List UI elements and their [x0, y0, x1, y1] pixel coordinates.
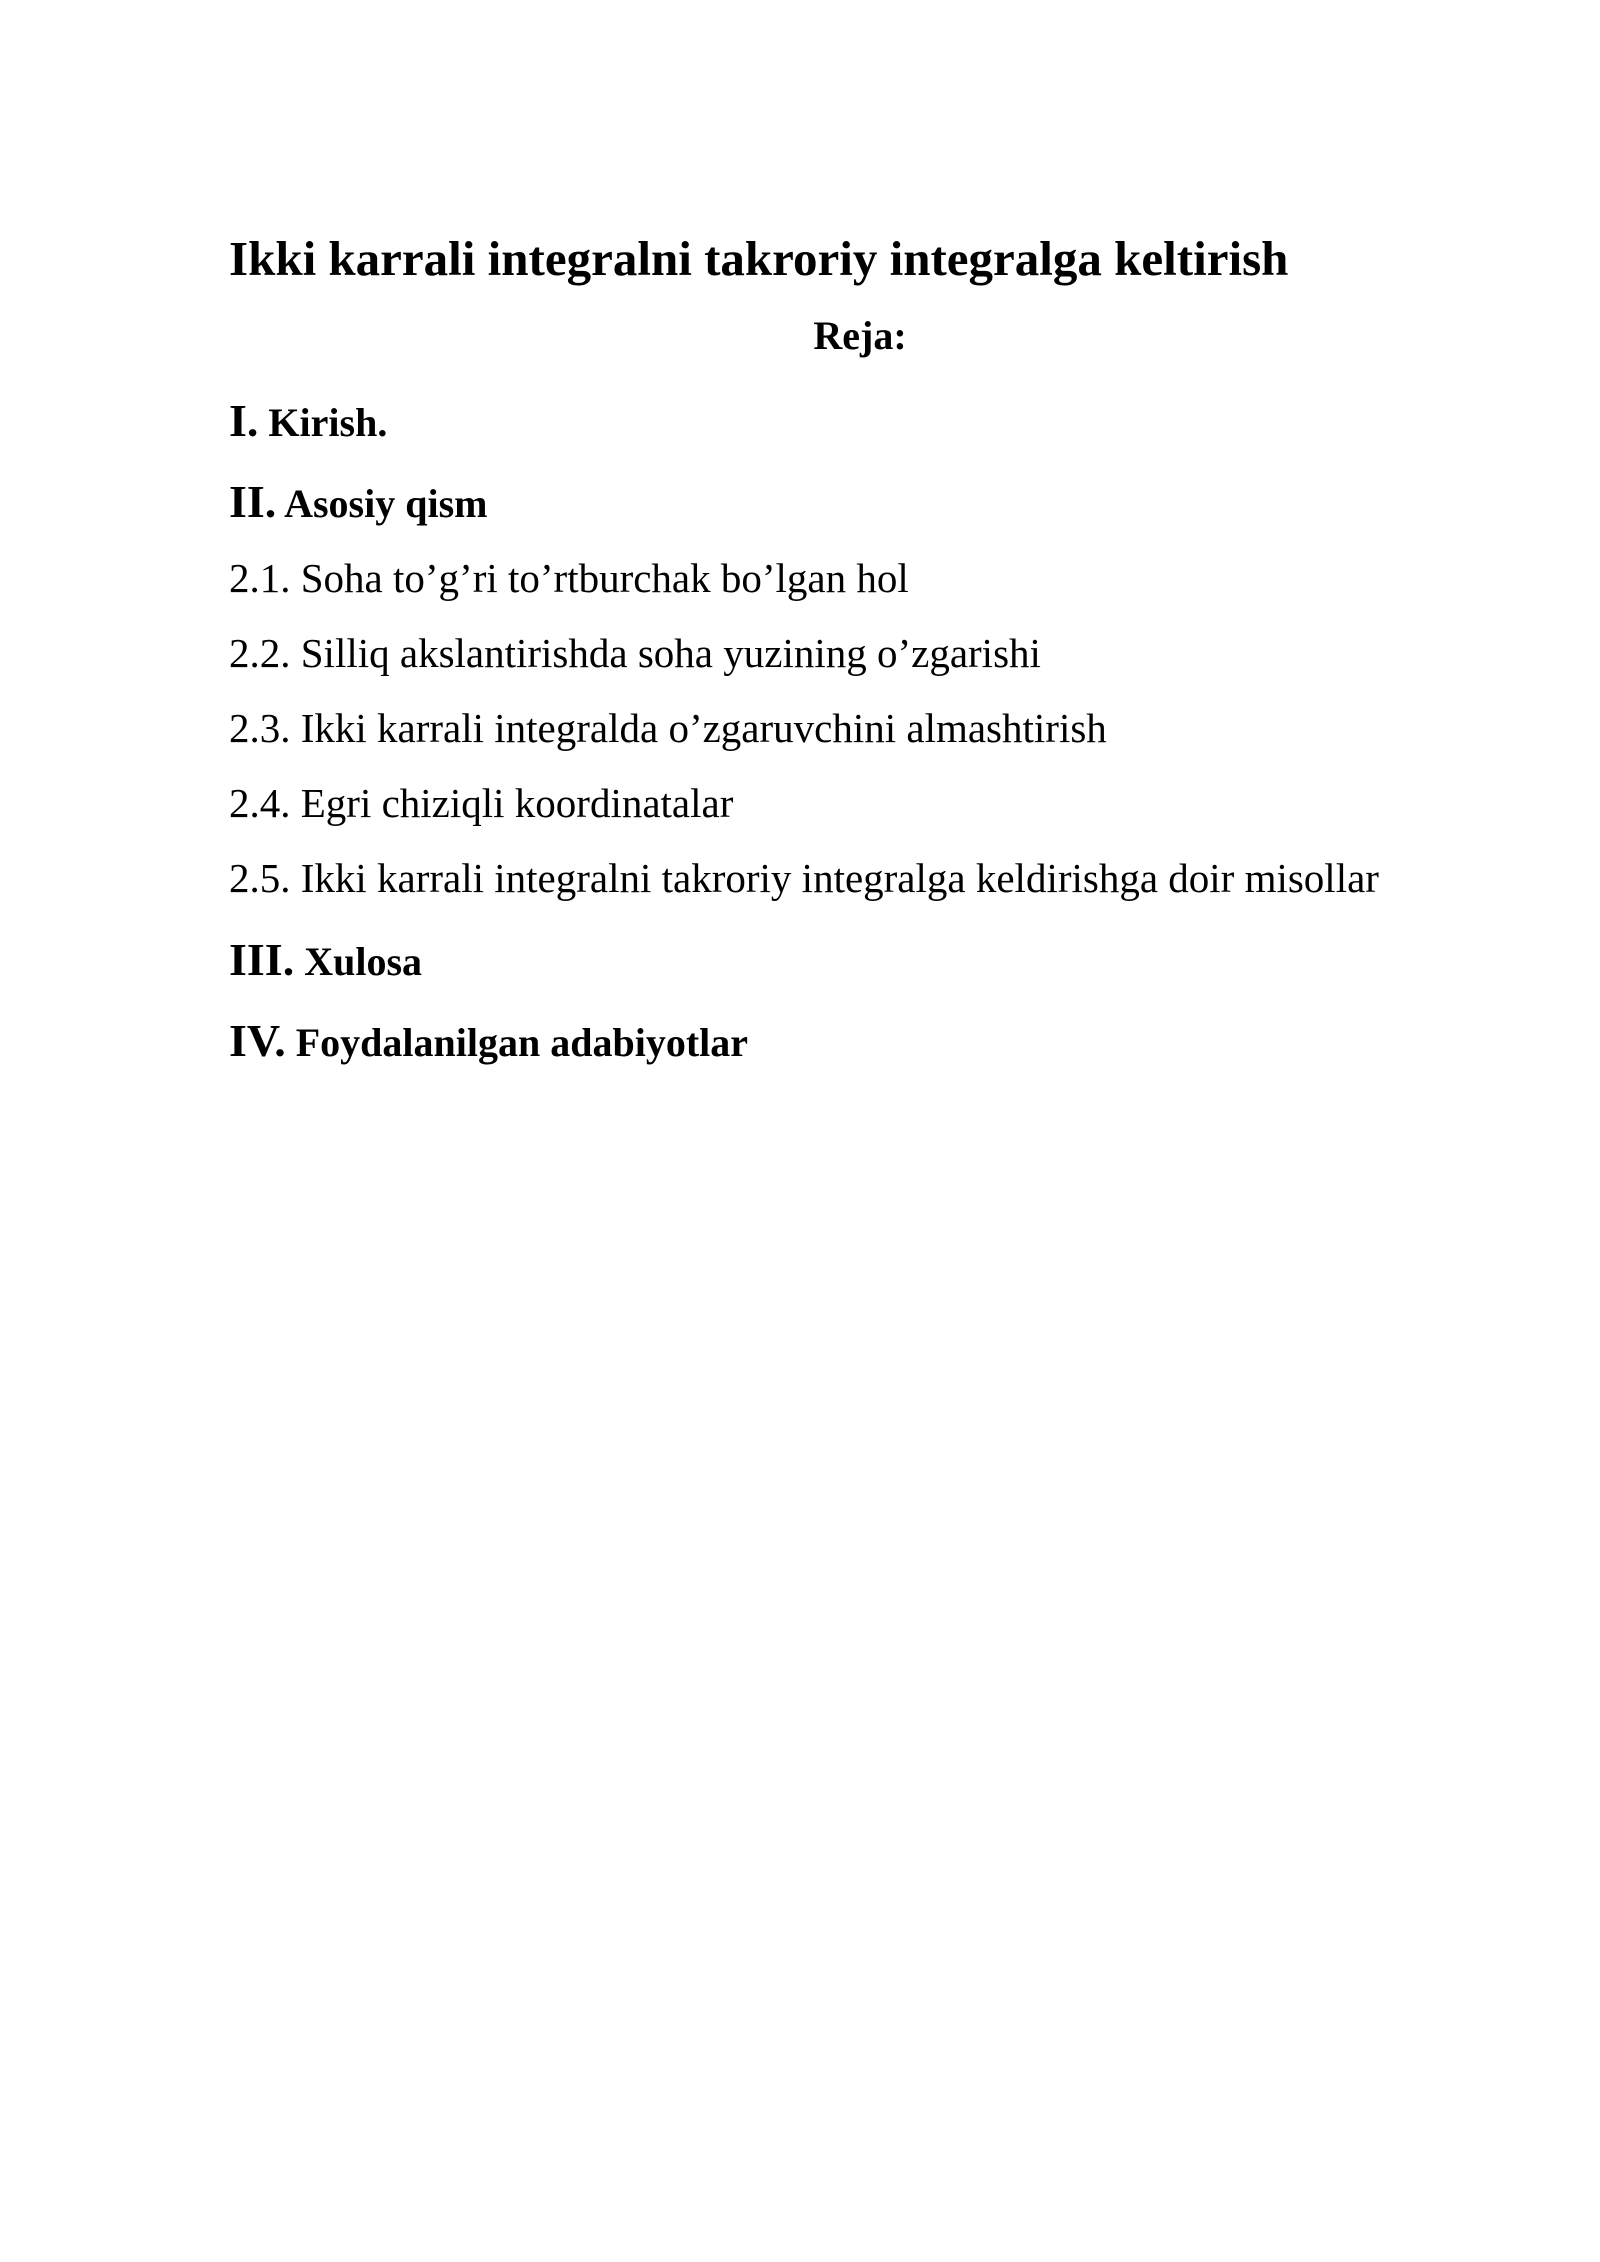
page-title: Ikki karrali integralni takroriy integralga keltirish: [229, 231, 1289, 286]
section-label: Kirish.: [258, 400, 388, 445]
section-numeral: IV.: [229, 1015, 286, 1066]
plan-heading: Reja:: [813, 313, 907, 358]
section-references: [229, 1013, 748, 1068]
subsection-2-4: 2.4. Egri chiziqli koordinatalar: [229, 780, 734, 826]
section-label: Asosiy qism: [276, 481, 488, 526]
subsection-2-1: 2.1. Soha to’g’ri to’rtburchak bo’lgan hol: [229, 555, 909, 601]
subsection-2-2: 2.2. Silliq akslantirishda soha yuzining o’zgarishi: [229, 630, 1041, 676]
section-numeral: II.: [229, 476, 277, 527]
section-main-part: [229, 474, 487, 529]
section-conclusion: [229, 932, 422, 987]
subsection-2-3: 2.3. Ikki karrali integralda o’zgaruvchini almashtirish: [229, 705, 1107, 751]
section-introduction: [229, 393, 387, 448]
section-label: Foydalanilgan adabiyotlar: [285, 1020, 749, 1065]
section-label: Xulosa: [294, 939, 423, 984]
section-numeral: III.: [229, 934, 295, 985]
section-numeral: I.: [229, 395, 259, 446]
subsection-2-5: 2.5. Ikki karrali integralni takroriy integralga keldirishga doir misollar: [229, 855, 1379, 901]
